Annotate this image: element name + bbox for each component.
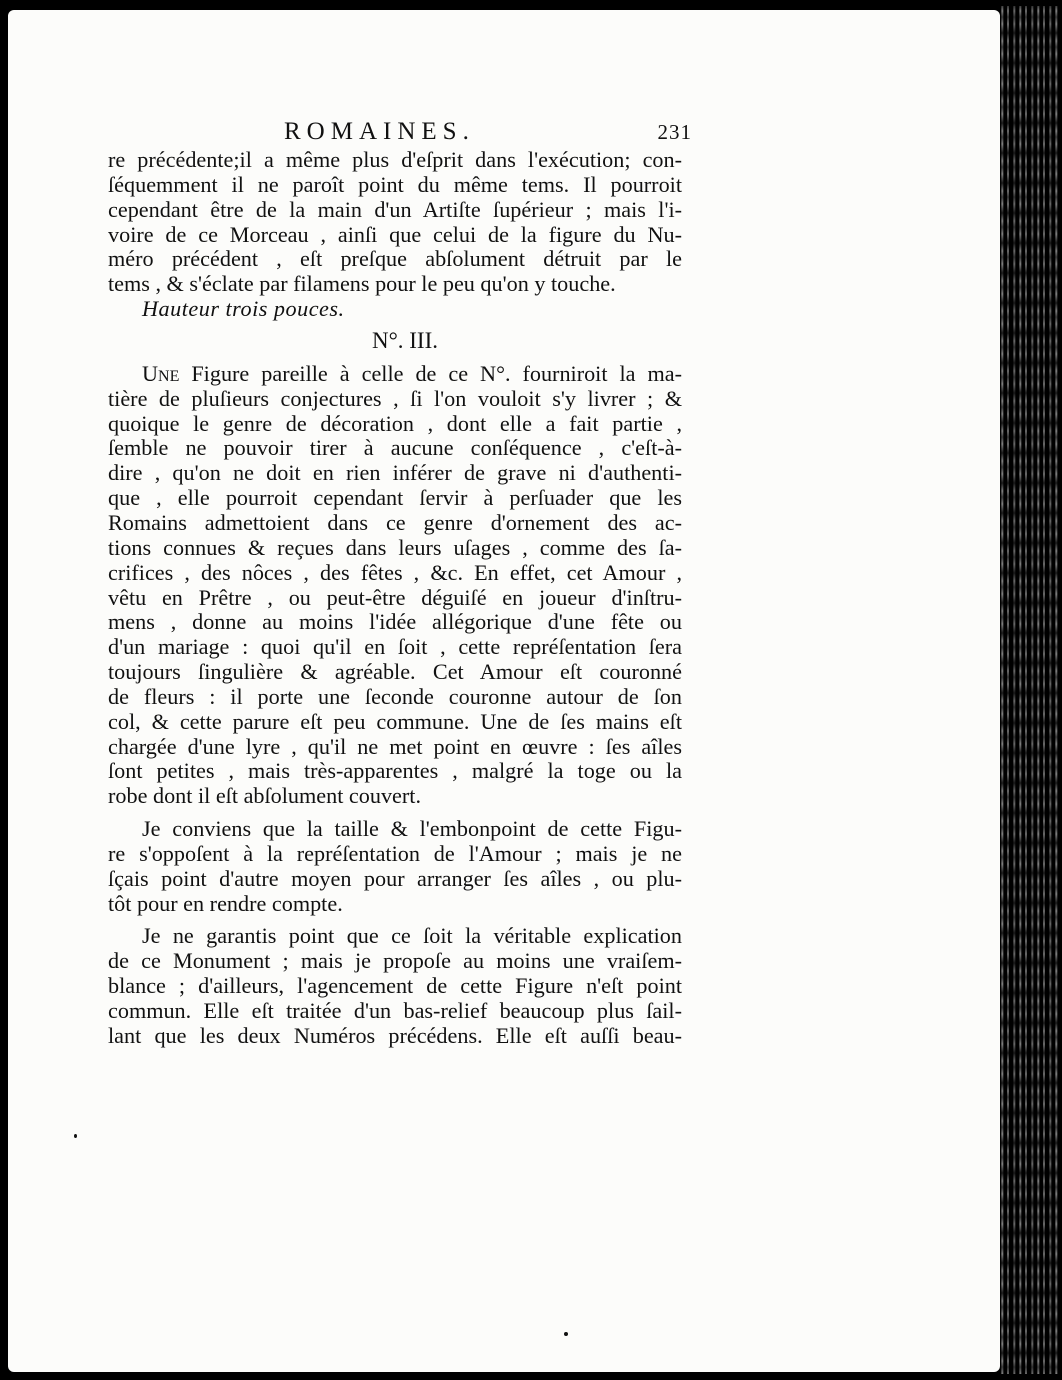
opening-word: Une xyxy=(142,360,180,386)
text-line: ſemble ne pouvoir tirer à aucune conſéquence , c'eſt-à- xyxy=(108,435,682,461)
text-line: que , elle pourroit cependant ſervir à perſuader que les xyxy=(108,485,682,511)
text-line: ſont petites , mais très-apparentes , malgré la toge ou la xyxy=(108,758,682,784)
text-line: de fleurs : il porte une ſeconde couronne autour de ſon xyxy=(108,683,682,709)
text-line: lant que les deux Numéros précédens. Elle eſt auſſi beau- xyxy=(108,1022,682,1048)
text-line: tière de pluſieurs conjectures , ſi l'on vouloit s'y livrer ; & xyxy=(108,385,682,411)
text-line: tems , & s'éclate par filamens pour le peu qu'on y touche. xyxy=(108,271,616,297)
text-line: re précédente;il a même plus d'eſprit dans l'exécution; con- xyxy=(108,147,682,172)
text-line: cependant être de la main d'un Artiſte ſupérieur ; mais l'i- xyxy=(108,196,682,222)
paragraph-1 xyxy=(108,148,682,297)
section-heading: N°. III. xyxy=(371,327,439,353)
text-line-first xyxy=(108,362,682,387)
ink-speck xyxy=(564,1332,568,1336)
text-line: ſçais point d'autre moyen pour arranger ſes aîles , ou plu- xyxy=(108,865,682,891)
text-line: voire de ce Morceau , ainſi que celui de la figure du Nu- xyxy=(108,221,682,247)
text-line: tions connues & reçues dans leurs uſages , comme des ſa- xyxy=(108,534,682,560)
text-line: Romains admettoient dans ce genre d'ornement des ac- xyxy=(108,509,682,535)
text-line: Je ne garantis point que ce ſoit la véritable explication xyxy=(142,923,682,949)
text-line: toujours ſingulière & agréable. Cet Amour eſt couronné xyxy=(108,659,682,685)
text-line: de ce Monument ; mais je propoſe au moins une vraiſem- xyxy=(108,948,682,974)
text-run: Figure pareille à celle de ce N°. fourniroit la ma- xyxy=(179,360,682,386)
paragraph-2 xyxy=(108,362,682,809)
text-line: mens , donne au moins l'idée allégorique d'une fête ou xyxy=(108,609,682,635)
text-line: robe dont il eſt abſolument couvert. xyxy=(108,783,422,809)
page-text-block xyxy=(108,112,692,1049)
running-head-title: ROMAINES. xyxy=(284,118,475,145)
text-line: tôt pour en rendre compte. xyxy=(108,890,343,916)
text-line: dire , qu'on ne doit en rien inférer de grave ni d'authenti- xyxy=(108,460,682,486)
text-line: chargée d'une lyre , qu'il ne met point en œuvre : ſes aîles xyxy=(108,733,682,759)
running-head xyxy=(108,112,692,148)
text-line: commun. Elle eſt traitée d'un bas-relief beaucoup plus ſail- xyxy=(108,998,682,1023)
text-line: col, & cette parure eſt peu commune. Une de ſes mains eſt xyxy=(108,708,682,734)
page-edge-texture xyxy=(998,6,1058,1374)
text-line: crifices , des nôces , des fêtes , &c. En effet, cet Amour , xyxy=(108,559,682,585)
text-line: d'un mariage : quoi qu'il en ſoit , cette repréſentation ſera xyxy=(108,634,682,660)
page-number: 231 xyxy=(657,120,692,144)
measurement-note: Hauteur trois pouces. xyxy=(142,296,345,322)
text-line: Je conviens que la taille & l'embonpoint de cette Figu- xyxy=(142,816,682,842)
text-line: ſéquemment il ne paroît point du même tems. Il pourroit xyxy=(108,171,682,197)
text-line: re s'oppoſent à la repréſentation de l'Amour ; mais je ne xyxy=(108,840,682,866)
paragraph-4 xyxy=(108,924,682,1048)
text-line: méro précédent , eſt preſque abſolument détruit par le xyxy=(108,246,682,272)
text-line: quoique le genre de décoration , dont elle a fait partie , xyxy=(108,410,682,436)
paragraph-3 xyxy=(108,817,682,916)
text-line: blance ; d'ailleurs, l'agencement de cette Figure n'eſt point xyxy=(108,973,682,999)
text-line: vêtu en Prêtre , ou peut-être déguiſé en joueur d'inſtru- xyxy=(108,584,682,610)
ink-speck xyxy=(74,1134,77,1138)
